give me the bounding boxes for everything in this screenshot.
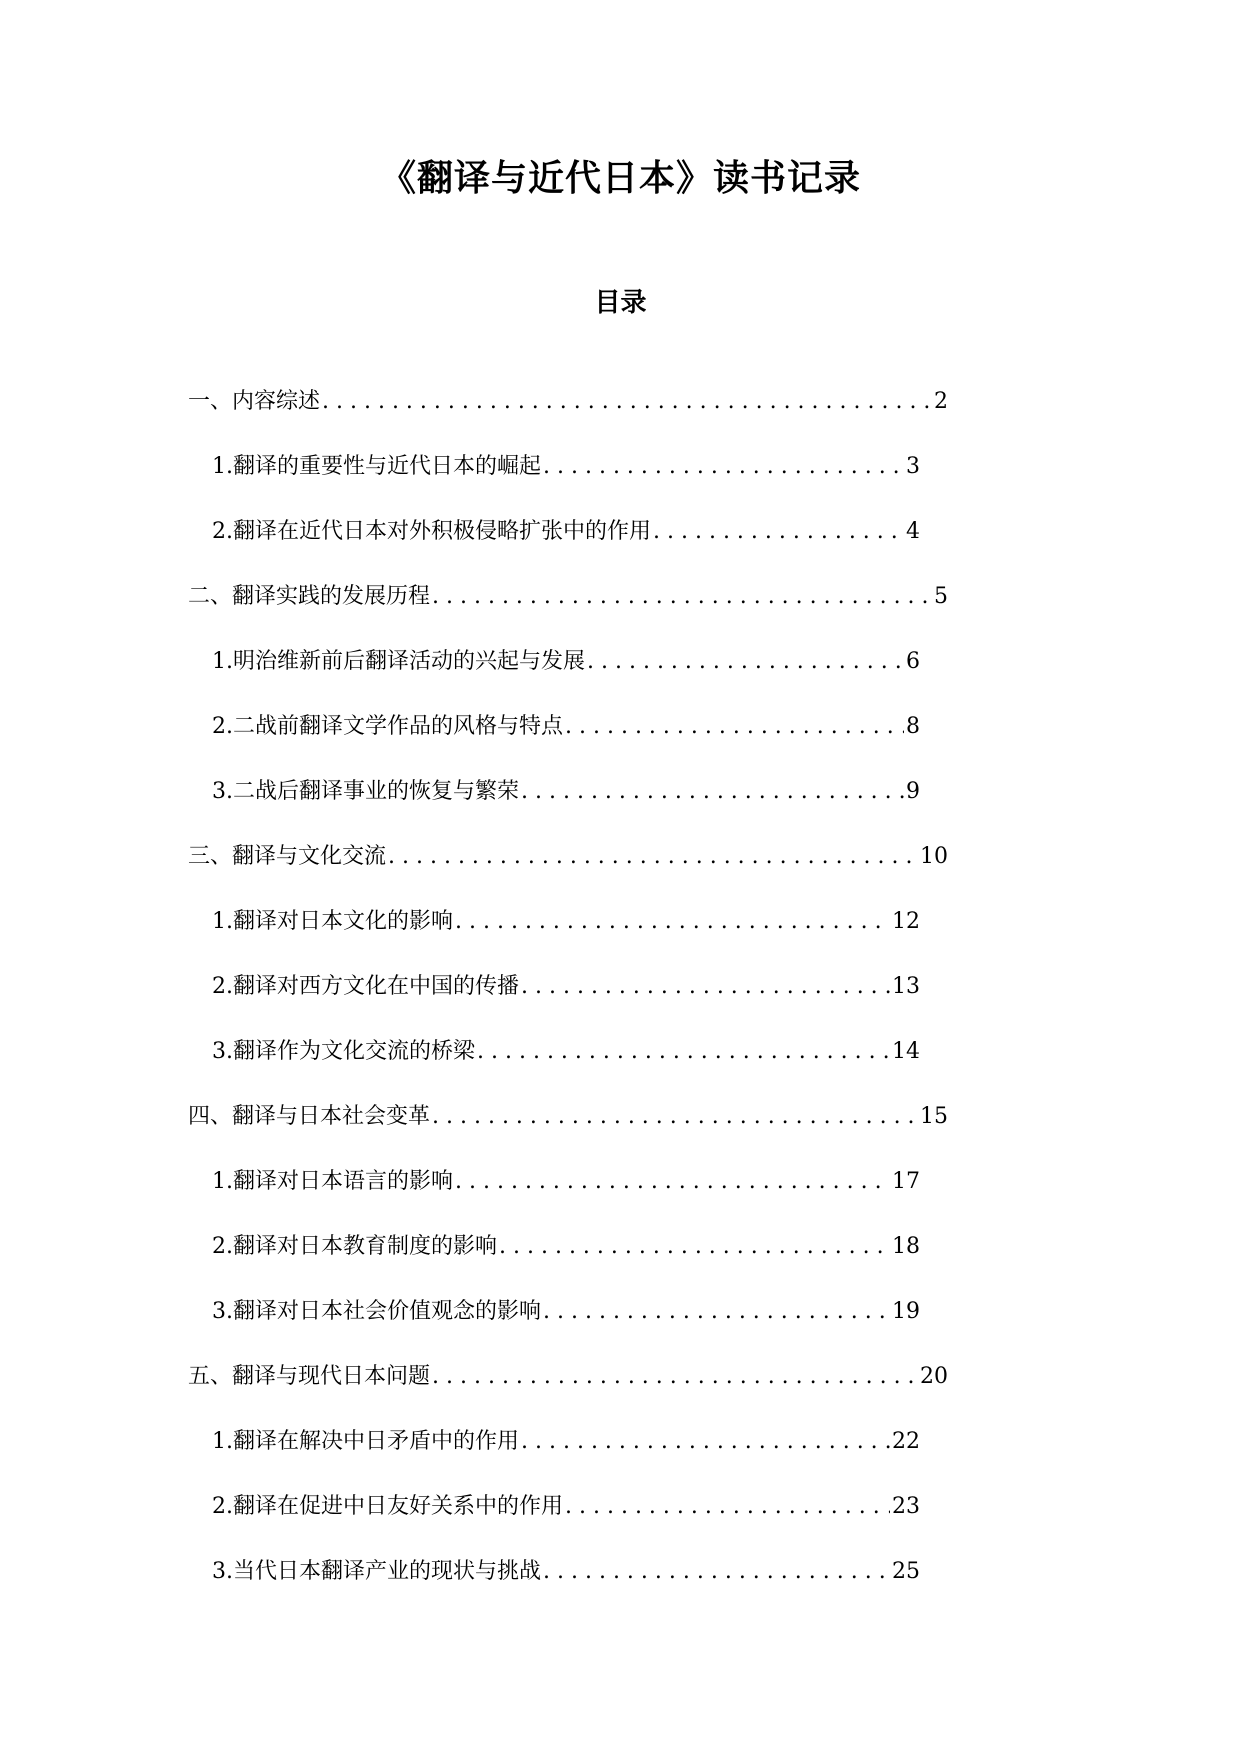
toc-dot-leader (477, 1035, 890, 1069)
toc-subsection-entry[interactable] (188, 450, 920, 515)
toc-subsection-entry[interactable] (188, 1165, 920, 1230)
toc-dot-leader (322, 385, 932, 419)
toc-page-number: 2 (934, 389, 948, 414)
toc-dot-leader (543, 1295, 890, 1329)
toc-subsection-entry[interactable] (188, 1295, 920, 1360)
toc-dot-leader (653, 515, 904, 549)
toc-section-entry[interactable] (188, 1100, 948, 1165)
toc-subsection-entry[interactable] (188, 1425, 920, 1490)
toc-page-number: 23 (892, 1494, 920, 1519)
toc-entry-number: 1. (212, 1169, 233, 1194)
toc-dot-leader (432, 580, 932, 614)
toc-entry-label: 翻译对日本社会价值观念的影响 (233, 1299, 542, 1324)
document-title: 《翻译与近代日本》读书记录 (379, 157, 861, 199)
toc-page-number: 22 (892, 1429, 920, 1454)
toc-entry-label: 翻译对日本教育制度的影响 (233, 1234, 498, 1259)
toc-subsection-entry[interactable] (188, 905, 920, 970)
toc-section-entry[interactable] (188, 1360, 948, 1425)
toc-dot-leader (455, 1165, 890, 1199)
toc-page-number: 15 (920, 1104, 948, 1129)
toc-entry-label: 二战后翻译事业的恢复与繁荣 (233, 779, 520, 804)
toc-page-number: 25 (892, 1559, 920, 1584)
toc-dot-leader (432, 1100, 918, 1134)
toc-dot-leader (521, 970, 890, 1004)
toc-entry-label: 明治维新前后翻译活动的兴起与发展 (233, 649, 586, 674)
toc-entry-number: 2. (212, 1494, 233, 1519)
toc-subsection-entry[interactable] (188, 775, 920, 840)
toc-subsection-entry[interactable] (188, 1230, 920, 1295)
toc-entry-number: 3. (212, 1299, 233, 1324)
toc-entry-label: 翻译在促进中日友好关系中的作用 (233, 1494, 564, 1519)
toc-entry-label: 三、翻译与文化交流 (188, 844, 387, 869)
toc-entry-label: 翻译对日本文化的影响 (233, 909, 454, 934)
toc-section-entry[interactable] (188, 840, 948, 905)
toc-entry-label: 四、翻译与日本社会变革 (188, 1104, 431, 1129)
toc-dot-leader (388, 840, 918, 874)
toc-dot-leader (455, 905, 890, 939)
toc-dot-leader (565, 1490, 890, 1524)
toc-entry-label: 翻译的重要性与近代日本的崛起 (233, 454, 542, 479)
toc-subsection-entry[interactable] (188, 710, 920, 775)
toc-page-number: 18 (892, 1234, 920, 1259)
toc-page-number: 5 (934, 584, 948, 609)
toc-entry-label: 翻译对日本语言的影响 (233, 1169, 454, 1194)
toc-page-number: 10 (920, 844, 948, 869)
toc-page-number: 3 (906, 454, 920, 479)
toc-entry-label: 五、翻译与现代日本问题 (188, 1364, 431, 1389)
toc-page-number: 6 (906, 649, 920, 674)
toc-page-number: 19 (892, 1299, 920, 1324)
toc-page-number: 17 (892, 1169, 920, 1194)
toc-subsection-entry[interactable] (188, 1035, 920, 1100)
toc-entry-number: 1. (212, 454, 233, 479)
toc-subsection-entry[interactable] (188, 1490, 920, 1555)
toc-entry-number: 1. (212, 909, 233, 934)
toc-dot-leader (543, 450, 904, 484)
toc-entry-number: 3. (212, 1039, 233, 1064)
toc-section-entry[interactable] (188, 385, 948, 450)
toc-entry-label: 翻译作为文化交流的桥梁 (233, 1039, 476, 1064)
toc-entry-label: 翻译在近代日本对外积极侵略扩张中的作用 (233, 519, 652, 544)
toc-dot-leader (521, 1425, 890, 1459)
toc-entry-label: 翻译对西方文化在中国的传播 (233, 974, 520, 999)
toc-dot-leader (565, 710, 904, 744)
toc-page-number: 12 (892, 909, 920, 934)
toc-page-number: 9 (906, 779, 920, 804)
toc-entry-label: 一、内容综述 (188, 389, 321, 414)
toc-dot-leader (521, 775, 904, 809)
toc-subsection-entry[interactable] (188, 645, 920, 710)
toc-page-number: 8 (906, 714, 920, 739)
toc-page-number: 20 (920, 1364, 948, 1389)
toc-entry-number: 3. (212, 1559, 233, 1584)
toc-entry-label: 翻译在解决中日矛盾中的作用 (233, 1429, 520, 1454)
table-of-contents (188, 385, 948, 1620)
toc-page-number: 14 (892, 1039, 920, 1064)
toc-dot-leader (587, 645, 904, 679)
toc-heading: 目录 (594, 288, 647, 318)
toc-subsection-entry[interactable] (188, 970, 920, 1035)
toc-entry-label: 二、翻译实践的发展历程 (188, 584, 431, 609)
toc-entry-number: 1. (212, 649, 233, 674)
toc-dot-leader (432, 1360, 918, 1394)
toc-page-number: 4 (906, 519, 920, 544)
toc-section-entry[interactable] (188, 580, 948, 645)
toc-entry-number: 1. (212, 1429, 233, 1454)
toc-subsection-entry[interactable] (188, 1555, 920, 1620)
toc-entry-label: 当代日本翻译产业的现状与挑战 (233, 1559, 542, 1584)
toc-entry-number: 2. (212, 714, 233, 739)
toc-entry-number: 2. (212, 519, 233, 544)
toc-dot-leader (499, 1230, 890, 1264)
toc-page-number: 13 (892, 974, 920, 999)
toc-entry-label: 二战前翻译文学作品的风格与特点 (233, 714, 564, 739)
toc-dot-leader (543, 1555, 890, 1589)
toc-entry-number: 2. (212, 974, 233, 999)
toc-entry-number: 2. (212, 1234, 233, 1259)
toc-entry-number: 3. (212, 779, 233, 804)
toc-subsection-entry[interactable] (188, 515, 920, 580)
